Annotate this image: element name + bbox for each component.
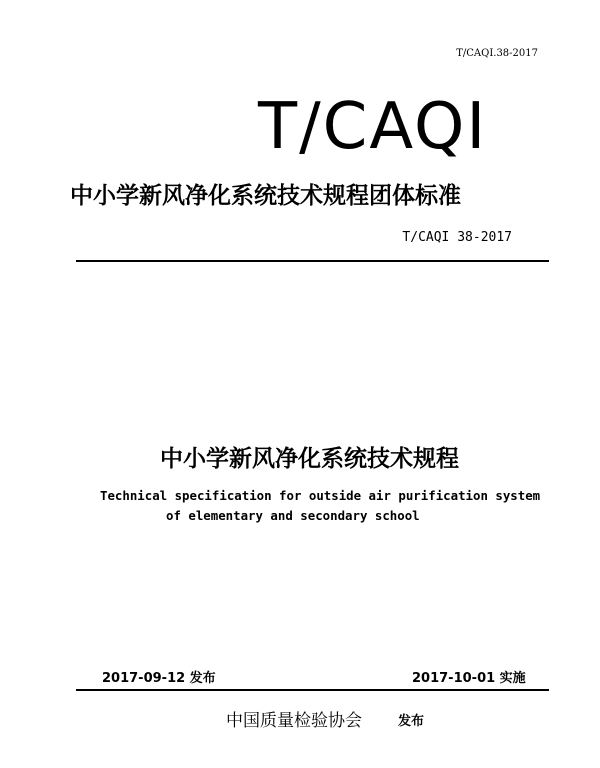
header-divider — [76, 260, 549, 262]
publisher-name: 中国质量检验协会 — [226, 711, 362, 731]
standard-number: T/CAQI 38-2017 — [402, 230, 512, 245]
footer-divider — [76, 689, 549, 691]
standard-prefix-logo: T/CAQI — [258, 90, 488, 164]
document-code-small: T/CAQI.38-2017 — [456, 48, 538, 59]
standard-type-heading: 中小学新风净化系统技术规程团体标准 — [70, 183, 461, 209]
publish-label: 发布 — [398, 714, 425, 729]
implementation-date: 2017-10-01 实施 — [412, 671, 526, 686]
issue-date: 2017-09-12 发布 — [102, 671, 216, 686]
document-title-chinese: 中小学新风净化系统技术规程 — [160, 446, 459, 472]
document-title-english-line1: Technical specification for outside air purification system — [100, 488, 541, 503]
document-title-english-line2: of elementary and secondary school — [166, 508, 420, 523]
